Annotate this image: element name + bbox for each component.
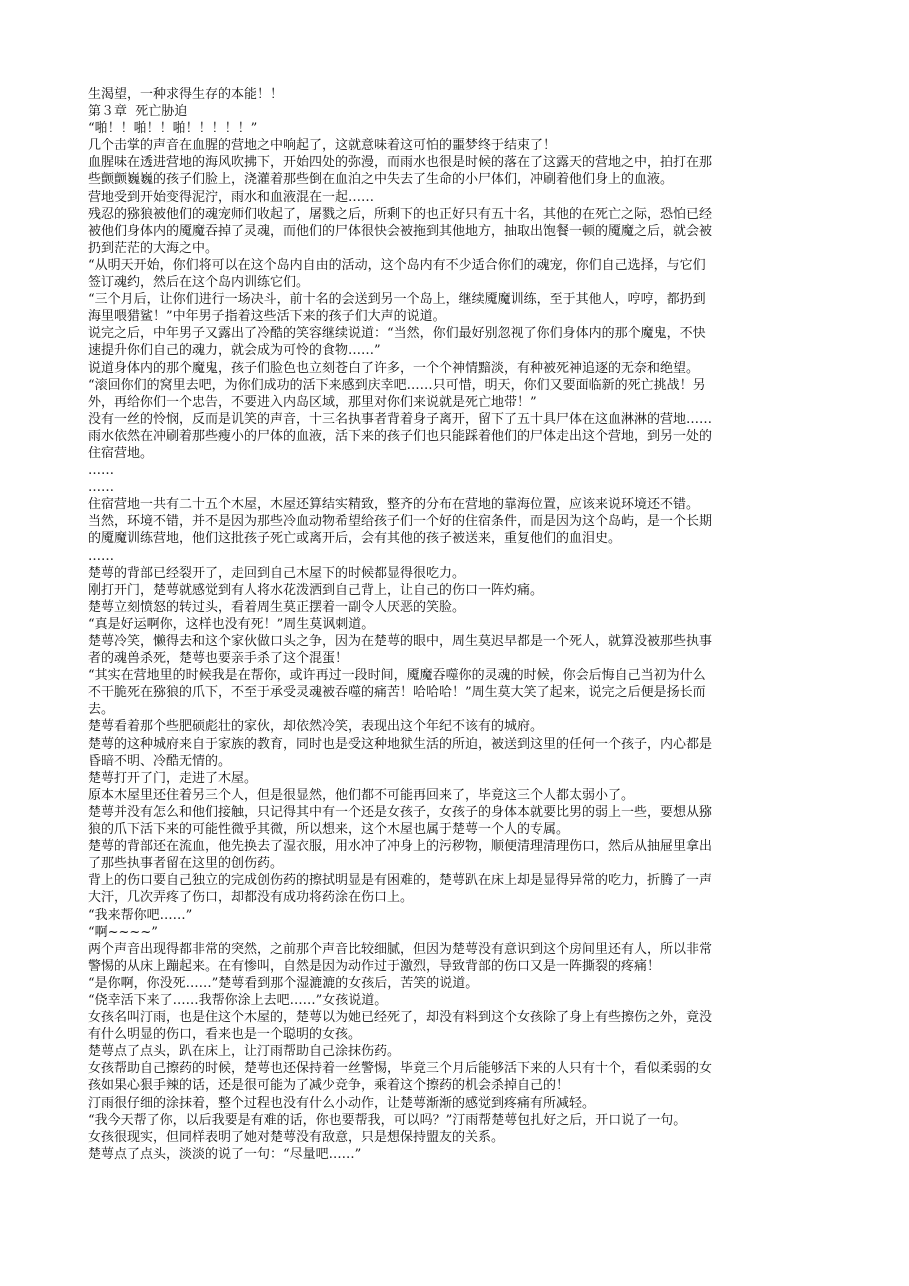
text-line: 外，再给你们一个忠告，不要进入内岛区域，那里对你们来说就是死亡地带！”	[88, 394, 537, 410]
text-line: 被他们身体内的魇魔吞掉了灵魂，而他们的尸体很快会被拖到其他地方，抽取出饱餐一顿的魇魔之后，就会被	[88, 223, 713, 239]
text-line: “我今天帮了你，以后我要是有难的话，你也要帮我，可以吗？”汀雨帮楚萼包扎好之后，开口说了一句。	[88, 1112, 687, 1128]
text-line: 楚萼冷笑，懒得去和这个家伙做口头之争，因为在楚萼的眼中，周生莫迟早都是一个死人，就算没被那些执事	[88, 634, 713, 649]
text-line: 刚打开门，楚萼就感觉到有人将水花泼洒到自己背上，让自己的伤口一阵灼痛。	[88, 582, 544, 598]
text-line: 背上的伤口要自己独立的完成创伤药的擦拭明显是有困难的，楚萼趴在床上却是显得异常的吃力，折腾了一声	[88, 873, 713, 889]
text-line: 女孩帮助自己擦药的时候，楚萼也还保持着一丝警惕，毕竟三个月后能够活下来的人只有十个，看似柔弱的女	[88, 1061, 713, 1077]
text-line: 楚萼看着那个些肥硕彪壮的家伙，却依然冷笑，表现出这个年纪不该有的城府。	[88, 719, 544, 735]
text-line: 生渴望，一种求得生存的本能！！	[88, 87, 284, 102]
text-line: 大汗，几次弄疼了伤口，却都没有成功将药涂在伤口上。	[88, 890, 414, 906]
text-line: “啪！！啪！！啪！！！！！”	[88, 121, 258, 137]
text-line: 营地受到开始变得泥泞，雨水和血液混在一起……	[88, 189, 375, 205]
text-line: “三个月后，让你们进行一场决斗，前十名的会送到另一个岛上，继续魇魔训练，至于其他人，哼哼，都扔到	[88, 292, 706, 308]
text-line: 楚萼打开了门，走进了木屋。	[88, 770, 258, 786]
text-line: 昏暗不明、冷酷无情的。	[88, 753, 232, 769]
text-line: 女孩很现实，但同样表明了她对楚萼没有敌意，只是想保持盟友的关系。	[88, 1129, 505, 1145]
text-line: 签订魂约，然后在这个岛内训练它们。	[88, 275, 310, 291]
text-line: 楚萼并没有怎么和他们接触，只记得其中有一个还是女孩子，女孩子的身体本就要比男的弱上一些，要想从猕	[88, 804, 713, 820]
text-line: 的魇魔训练营地，他们这批孩子死亡或离开后，会有其他的孩子被送来，重复他们的血泪史。	[88, 531, 622, 547]
text-line: 楚萼的背部还在流血，他先换去了湿衣服，用水冲了冲身上的污秽物，顺便清理清理伤口，然后从抽屉里拿出	[88, 839, 713, 855]
text-line: ……	[88, 463, 114, 479]
text-line: ……	[88, 480, 114, 496]
text-line: 些颤颤巍巍的孩子们脸上，浇灌着那些倒在血泊之中失去了生命的小尸体们，冲刷着他们身上的血液。	[88, 172, 674, 188]
text-line: “其实在营地里的时候我是在帮你，或许再过一段时间，魇魔吞噬你的灵魂的时候，你会后悔自己当初为什么	[88, 668, 706, 684]
text-line: 说道身体内的那个魔鬼，孩子们脸色也立刻苍白了许多，一个个神情黯淡，有种被死神追逐的无奈和绝望。	[88, 360, 700, 376]
text-line: 去。	[88, 702, 115, 718]
text-line: 原本木屋里还住着另三个人，但是很显然，他们都不可能再回来了，毕竟这三个人都太弱小了。	[88, 787, 635, 803]
text-line: ……	[88, 548, 114, 564]
text-line: 说完之后，中年男子又露出了冷酷的笑容继续说道：“当然，你们最好别忽视了你们身体内的那个魔鬼，不快	[88, 326, 706, 342]
text-line: 第３章 死亡胁迫	[88, 104, 188, 120]
text-line: 了那些执事者留在这里的创伤药。	[88, 856, 284, 872]
text-line: 海里喂猎鲨！”中年男子指着这些活下来的孩子们大声的说道。	[88, 309, 446, 325]
text-line: “我来帮你吧……”	[88, 907, 193, 923]
text-line: 楚萼的这种城府来自于家族的教育，同时也是受这种地狱生活的所迫，被送到这里的任何一个孩子，内心都是	[88, 736, 713, 752]
text-line: 楚萼的背部已经裂开了，走回到自己木屋下的时候都显得很吃力。	[88, 565, 466, 581]
text-line: 没有一丝的怜悯，反而是讥笑的声音，十三名执事者背着身子离开，留下了五十具尸体在这血淋淋的营地……	[88, 411, 713, 427]
text-line: 速提升你们自己的魂力，就会成为可怜的食物……”	[88, 343, 381, 359]
text-line: 汀雨很仔细的涂抹着，整个过程也没有什么小动作，让楚萼渐渐的感觉到疼痛有所减轻。	[88, 1095, 596, 1111]
text-line: 两个声音出现得都非常的突然，之前那个声音比较细腻，但因为楚萼没有意识到这个房间里还有人，所以非常	[88, 941, 713, 957]
text-line: 住宿营地一共有二十五个木屋，木屋还算结实精致，整齐的分布在营地的靠海位置，应该来说环境还不错。	[88, 497, 700, 513]
text-line: “真是好运啊你，这样也没有死！”周生莫讽刺道。	[88, 616, 375, 632]
text-line: 住宿营地。	[88, 445, 154, 461]
text-line: 雨水依然在冲刷着那些瘦小的尸体的血液，活下来的孩子们也只能踩着他们的尸体走出这个营地，到另一处的	[88, 428, 713, 444]
text-line: 几个击掌的声音在血腥的营地之中响起了，这就意味着这可怕的噩梦终于结束了！	[88, 138, 557, 154]
text-line: “侥幸活下来了……我帮你涂上去吧……”女孩说道。	[88, 992, 388, 1008]
text-line: 者的魂兽杀死，楚萼也要亲手杀了这个混蛋！	[88, 651, 349, 667]
text-line: 扔到茫茫的大海之中。	[88, 240, 219, 256]
text-line: 当然，环境不错，并不是因为那些冷血动物希望给孩子们一个好的住宿条件，而是因为这个岛屿，是一个长期	[88, 514, 713, 530]
text-line: “啊~~~~”	[88, 924, 158, 940]
text-line: 楚萼点了点头，淡淡的说了一句：“尽量吧……”	[88, 1146, 362, 1162]
text-line: 警惕的从床上蹦起来。在有惨叫，自然是因为动作过于激烈，导致背部的伤口又是一阵撕裂的疼痛！	[88, 958, 661, 974]
document-page	[88, 86, 830, 1163]
text-line: 楚萼点了点头，趴在床上，让汀雨帮助自己涂抹伤药。	[88, 1044, 401, 1060]
text-line: 狼的爪下活下来的可能性微乎其微，所以想来，这个木屋也属于楚萼一个人的专属。	[88, 822, 570, 838]
text-line: 残忍的猕狼被他们的魂宠师们收起了，屠戮之后，所剩下的也正好只有五十名，其他的在死亡之际，恐怕已经	[88, 206, 713, 222]
text-line: 女孩名叫汀雨，也是住这个木屋的，楚萼以为她已经死了，却没有料到这个女孩除了身上有些擦伤之外，竟没	[88, 1010, 713, 1026]
text-line: “从明天开始，你们将可以在这个岛内自由的活动，这个岛内有不少适合你们的魂宠，你们自己选择，与它们	[88, 257, 706, 273]
text-line: “滚回你们的窝里去吧，为你们成功的活下来感到庆幸吧……只可惜，明天，你们又要面临新的死亡挑战！另	[88, 377, 706, 393]
text-line: 不干脆死在猕狼的爪下，不至于承受灵魂被吞噬的痛苦！哈哈哈！”周生莫大笑了起来，说完之后便是扬长而	[88, 685, 706, 701]
text-line: 孩如果心狠手辣的话，还是很可能为了减少竞争，乘着这个擦药的机会杀掉自己的！	[88, 1078, 570, 1094]
text-line: 有什么明显的伤口，看来也是一个聪明的女孩。	[88, 1027, 362, 1043]
text-line: “是你啊，你没死……”楚萼看到那个湿漉漉的女孩后，苦笑的说道。	[88, 975, 479, 991]
text-line: 血腥味在透进营地的海风吹拂下，开始四处的弥漫，而雨水也很是时候的落在了这露天的营地之中，拍打在那	[88, 155, 713, 171]
text-line: 楚萼立刻愤怒的转过头，看着周生莫正摆着一副令人厌恶的笑脸。	[88, 599, 466, 615]
